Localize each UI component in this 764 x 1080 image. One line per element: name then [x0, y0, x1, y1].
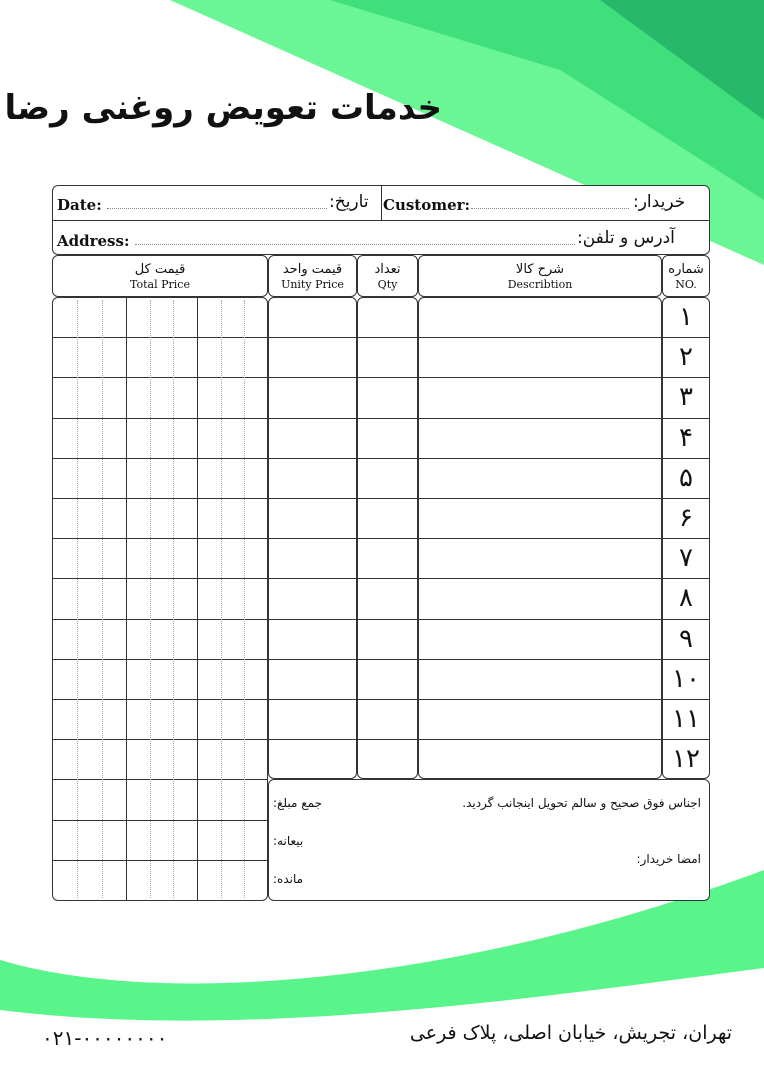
header-description-en: Describtion [507, 278, 573, 291]
row-line [53, 337, 267, 338]
total-digit-dotline [244, 300, 245, 898]
row-number: ۴ [679, 423, 693, 453]
header-unit-price [268, 255, 357, 297]
row-line [268, 418, 709, 419]
header-description [418, 255, 662, 297]
date-label-en: Date: [57, 196, 102, 214]
date-field[interactable] [107, 208, 327, 209]
row-line [268, 739, 709, 740]
row-line [53, 498, 267, 499]
header-total-price-fa: قیمت کل [134, 262, 186, 277]
header-qty-fa: تعداد [374, 262, 401, 277]
row-line [53, 699, 267, 700]
info-vdivider [381, 186, 382, 220]
row-line [268, 619, 709, 620]
row-line [53, 659, 267, 660]
row-number: ۱۰ [672, 664, 700, 694]
header-unit-price-fa: قیمت واحد [282, 262, 343, 277]
address-field[interactable] [135, 244, 575, 245]
customer-label-fa: خریدار: [633, 192, 686, 212]
row-line [53, 739, 267, 740]
row-line [53, 377, 267, 378]
remaining-label: مانده: [273, 872, 304, 886]
row-number: ۱۱ [672, 704, 700, 734]
address-label-en: Address: [57, 232, 130, 250]
info-divider [53, 220, 709, 221]
header-qty-en: Qty [377, 278, 398, 291]
row-line [53, 458, 267, 459]
row-line [268, 377, 709, 378]
header-number-fa: شماره [668, 262, 704, 277]
row-number: ۳ [679, 382, 693, 412]
row-number: ۸ [679, 583, 693, 613]
row-line [53, 619, 267, 620]
row-number: ۷ [679, 543, 693, 573]
row-number: ۵ [679, 463, 693, 493]
total-amount-label: جمع مبلغ: [273, 796, 323, 810]
header-unit-price-en: Unity Price [281, 278, 344, 291]
row-number: ۱ [679, 302, 693, 332]
row-line [268, 699, 709, 700]
row-number: ۹ [679, 624, 693, 654]
total-digit-dotline [102, 300, 103, 898]
header-description-fa: شرح کالا [515, 262, 565, 277]
row-line [53, 418, 267, 419]
row-line [53, 538, 267, 539]
row-line [53, 578, 267, 579]
total-digit-dotline [221, 300, 222, 898]
address-label-fa: آدرس و تلفن: [577, 228, 675, 248]
buyer-signature-label: امضا خریدار: [636, 852, 701, 866]
total-price-column [52, 297, 268, 901]
row-line [53, 860, 267, 861]
received-statement: اجناس فوق صحیح و سالم تحویل اینجانب گردید. [462, 796, 701, 810]
total-digit-dotline [77, 300, 78, 898]
footer-phone: ۰۲۱-۰۰۰۰۰۰۰۰ [42, 1026, 168, 1050]
row-line [268, 337, 709, 338]
deposit-label: بیعانه: [273, 834, 304, 848]
total-subcolumn-line [197, 297, 198, 901]
page-title: خدمات تعویض روغنی رضا [4, 88, 442, 128]
header-total-price [52, 255, 268, 297]
header-total-price-en: Total Price [130, 278, 190, 291]
row-number: ۶ [679, 503, 693, 533]
footer-address: تهران، تجریش، خیابان اصلی، پلاک فرعی [409, 1022, 732, 1044]
header-number-en: NO. [675, 278, 697, 291]
total-digit-dotline [173, 300, 174, 898]
customer-label-en: Customer: [383, 196, 471, 214]
total-digit-dotline [150, 300, 151, 898]
total-subcolumn-line [126, 297, 127, 901]
row-line [268, 659, 709, 660]
row-line [268, 578, 709, 579]
info-box [52, 185, 710, 255]
date-label-fa: تاریخ: [329, 192, 369, 212]
summary-box [268, 779, 710, 901]
row-line [268, 538, 709, 539]
header-number [662, 255, 710, 297]
row-number: ۱۲ [672, 744, 700, 774]
row-line [268, 458, 709, 459]
row-number: ۲ [679, 342, 693, 372]
header-qty [357, 255, 418, 297]
customer-field[interactable] [471, 208, 629, 209]
row-line [53, 820, 267, 821]
row-line [268, 498, 709, 499]
row-line [53, 779, 267, 780]
